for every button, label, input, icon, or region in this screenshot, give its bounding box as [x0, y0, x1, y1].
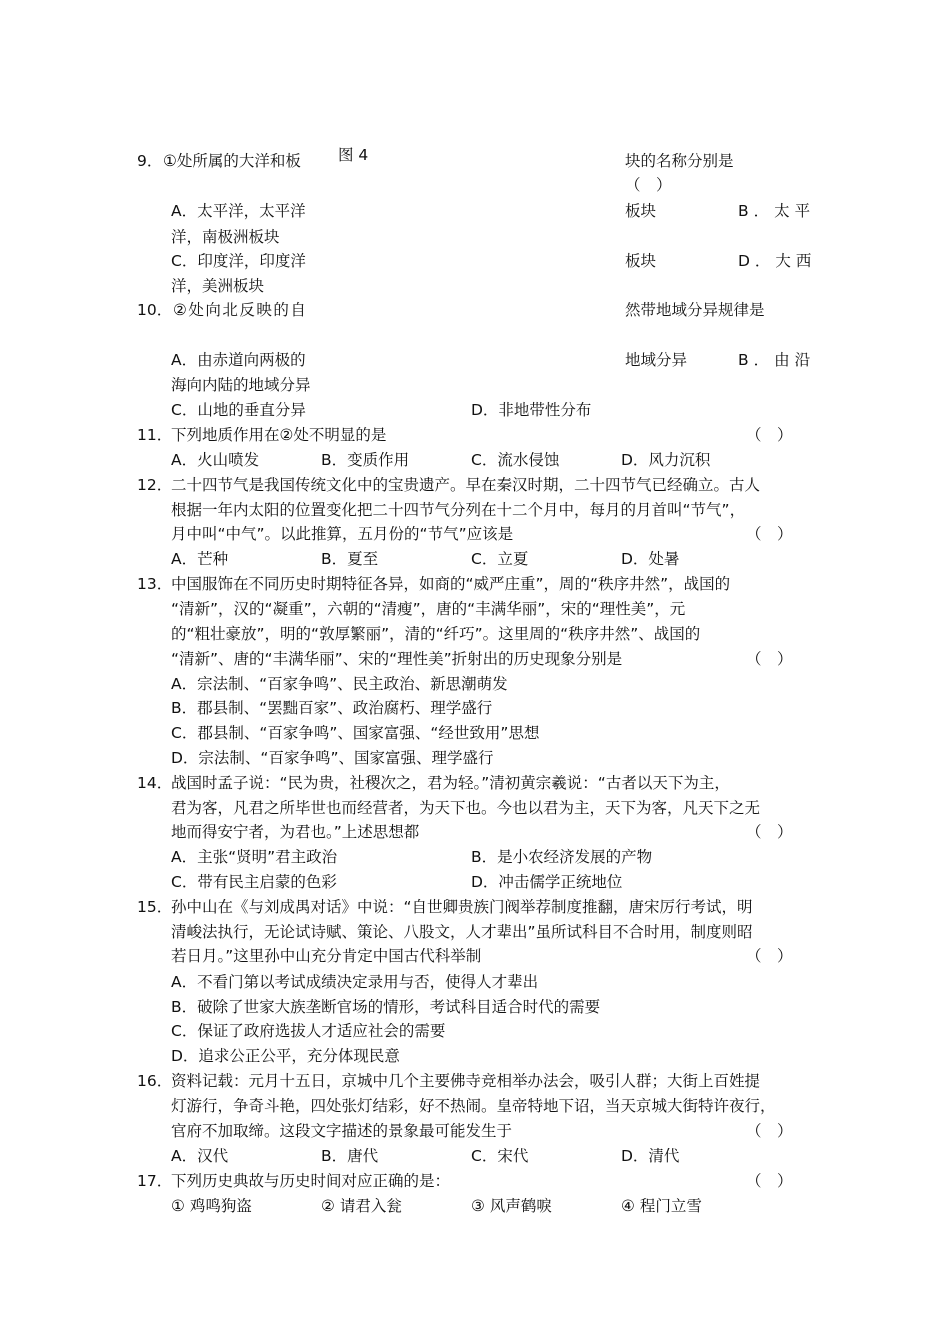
figure-caption: 图 4 — [338, 146, 369, 164]
q10-stem-left: ②处向北反映的自 — [173, 301, 308, 319]
q14-option-a: A．主张“贤明”君主政治 — [171, 848, 338, 866]
q17-number: 17． — [137, 1172, 173, 1190]
q13-option-c: C．郡县制、“百家争鸣”、国家富强、“经世致用”思想 — [171, 724, 540, 742]
q9-number: 9． — [137, 152, 163, 170]
q12-stem-line: 二十四节气是我国传统文化中的宝贵遗产。早在秦汉时期，二十四节气已经确立。古人 — [171, 476, 761, 494]
q10-option-b-start: B．由沿 — [738, 351, 816, 369]
q12-option-c: C．立夏 — [471, 550, 529, 568]
q12-option-a: A．芒种 — [171, 550, 229, 568]
q15-answer-paren: （ ） — [746, 947, 793, 965]
q9-option-c-left: C．印度洋，印度洋 — [171, 252, 306, 270]
q14-option-c: C．带有民主启蒙的色彩 — [171, 873, 337, 891]
q14-answer-paren: （ ） — [746, 823, 793, 841]
q13-number: 13． — [137, 575, 173, 593]
q15-stem-line: 清峻法执行，无论试诗赋、策论、八股文，人才辈出”虽所试科目不合时用，制度则昭 — [171, 923, 753, 941]
q15-stem-line: 孙中山在《与刘成禺对话》中说：“自世卿贵族门阀举荐制度推翻，唐宋厉行考试，明 — [171, 898, 753, 916]
q12-stem-line: 根据一年内太阳的位置变化把二十四节气分列在十二个月中，每月的月首叫“节气”， — [171, 501, 746, 519]
q14-stem-line: 君为客，凡君之所毕世也而经营者，为天下也。今也以君为主，天下为客，凡天下之无 — [171, 799, 761, 817]
q11-number: 11． — [137, 426, 173, 444]
q14-stem-line: 战国时孟子说：“民为贵，社稷次之，君为轻。”清初黄宗羲说：“古者以天下为主， — [171, 774, 730, 792]
q16-stem-line: 官府不加取缔。这段文字描述的景象最可能发生于 — [171, 1122, 513, 1140]
q16-option-b: B．唐代 — [321, 1147, 379, 1165]
q13-stem-line: 的“粗壮豪放”，明的“敦厚繁丽”，清的“纤巧”。这里周的“秩序井然”、战国的 — [171, 625, 701, 643]
q16-stem-line: 灯游行，争奇斗艳，四处张灯结彩，好不热闹。皇帝特地下诏，当天京城大街特许夜行， — [171, 1097, 776, 1115]
q11-stem: 下列地质作用在②处不明显的是 — [171, 426, 387, 444]
q15-option-b: B．破除了世家大族垄断官场的情形，考试科目适合时代的需要 — [171, 998, 601, 1016]
q17-answer-paren: （ ） — [746, 1172, 793, 1190]
q16-option-d: D．清代 — [621, 1147, 680, 1165]
q10-number: 10． — [137, 301, 173, 319]
q11-answer-paren: （ ） — [746, 426, 793, 444]
q9-option-d-start: D．大西 — [738, 252, 817, 270]
q10-option-a-right: 地域分异 — [625, 351, 688, 369]
q15-option-d: D．追求公正公平，充分体现民意 — [171, 1047, 400, 1065]
q15-number: 15． — [137, 898, 173, 916]
q9-option-a-cont: 洋，南极洲板块 — [171, 228, 280, 246]
q10-option-a-left: A．由赤道向两极的 — [171, 351, 306, 369]
q9-option-c-cont: 洋，美洲板块 — [171, 277, 265, 295]
q15-option-a: A．不看门第以考试成绩决定录用与否，使得人才辈出 — [171, 973, 539, 991]
q13-answer-paren: （ ） — [746, 650, 793, 668]
q13-stem-line: 中国服饰在不同历史时期特征各异，如商的“威严庄重”，周的“秩序井然”，战国的 — [171, 575, 731, 593]
q11-option-c: C．流水侵蚀 — [471, 451, 560, 469]
q13-option-b: B．郡县制、“罢黜百家”、政治腐朽、理学盛行 — [171, 699, 493, 717]
q12-stem-line: 月中叫“中气”。以此推算，五月份的“节气”应该是 — [171, 525, 514, 543]
q11-option-d: D．风力沉积 — [621, 451, 711, 469]
q10-option-a-cont: 海向内陆的地域分异 — [171, 376, 311, 394]
q12-answer-paren: （ ） — [746, 525, 793, 543]
q17-option-3: ③ 风声鹤唳 — [471, 1197, 552, 1215]
q9-option-a-left: A．太平洋，太平洋 — [171, 202, 306, 220]
q16-stem-line: 资料记载：元月十五日，京城中几个主要佛寺竞相举办法会，吸引人群；大街上百姓提 — [171, 1072, 761, 1090]
q11-option-b: B．变质作用 — [321, 451, 410, 469]
q9-option-b-start: B．太平 — [738, 202, 816, 220]
q9-option-c-right: 板块 — [625, 252, 657, 270]
q14-option-b: B．是小农经济发展的产物 — [471, 848, 653, 866]
q16-option-c: C．宋代 — [471, 1147, 529, 1165]
q10-stem-right: 然带地域分异规律是 — [625, 301, 765, 319]
q13-stem-line: “清新”、唐的“丰满华丽”、宋的“理性美”折射出的历史现象分别是 — [171, 650, 623, 668]
q9-stem-right: 块的名称分别是 — [625, 152, 734, 170]
q14-number: 14． — [137, 774, 173, 792]
q15-option-c: C．保证了政府选拔人才适应社会的需要 — [171, 1022, 446, 1040]
q16-option-a: A．汉代 — [171, 1147, 229, 1165]
q17-option-4: ④ 程门立雪 — [621, 1197, 702, 1215]
q13-stem-line: “清新”，汉的“凝重”，六朝的“清瘦”，唐的“丰满华丽”，宋的“理性美”，元 — [171, 600, 686, 618]
q12-option-d: D．处暑 — [621, 550, 680, 568]
q14-stem-line: 地而得安宁者，为君也。”上述思想都 — [171, 823, 420, 841]
q13-option-d: D．宗法制、“百家争鸣”、国家富强、理学盛行 — [171, 749, 494, 767]
q9-option-a-right: 板块 — [625, 202, 657, 220]
q13-option-a: A．宗法制、“百家争鸣”、民主政治、新思潮萌发 — [171, 675, 508, 693]
q15-stem-line: 若日月。”这里孙中山充分肯定中国古代科举制 — [171, 947, 482, 965]
q16-number: 16． — [137, 1072, 173, 1090]
q9-answer-paren: （ ） — [625, 176, 672, 194]
q11-option-a: A．火山喷发 — [171, 451, 260, 469]
q16-answer-paren: （ ） — [746, 1122, 793, 1140]
q17-option-1: ① 鸡鸣狗盗 — [171, 1197, 252, 1215]
q12-option-b: B．夏至 — [321, 550, 379, 568]
q17-option-2: ② 请君入瓮 — [321, 1197, 402, 1215]
q12-number: 12． — [137, 476, 173, 494]
q14-option-d: D．冲击儒学正统地位 — [471, 873, 623, 891]
q10-option-d: D．非地带性分布 — [471, 401, 592, 419]
q9-stem-left: ①处所属的大洋和板 — [163, 152, 301, 170]
q10-option-c: C．山地的垂直分异 — [171, 401, 306, 419]
q17-stem: 下列历史典故与历史时间对应正确的是： — [171, 1172, 451, 1190]
